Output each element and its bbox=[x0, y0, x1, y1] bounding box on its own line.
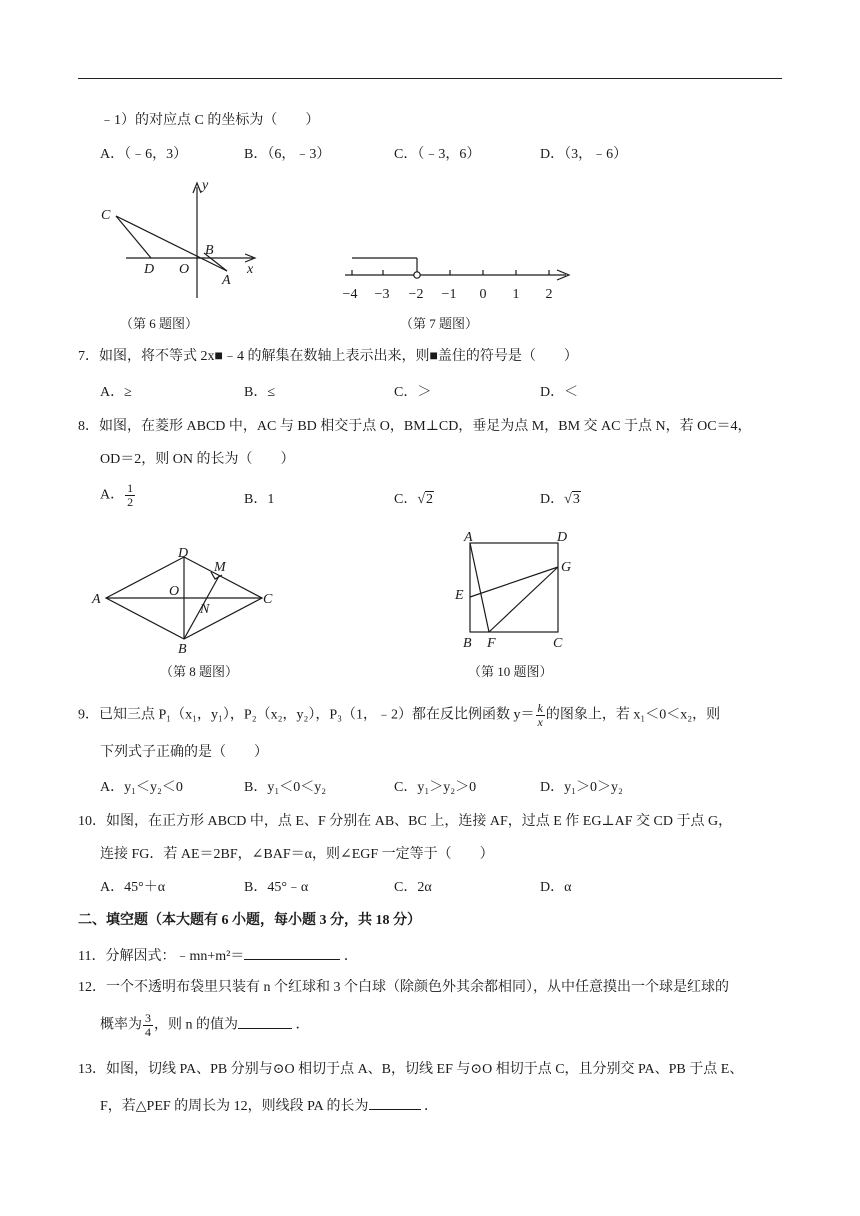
section-fill-in-blank-heading: 二、填空题（本大题有 6 小题，每小题 3 分，共 18 分） bbox=[78, 913, 421, 928]
fig7-tick-neg3: −3 bbox=[374, 287, 390, 302]
fig6-label-x: x bbox=[247, 262, 254, 277]
q7-option-b: B．≤ bbox=[244, 385, 276, 400]
q10-stem-line2: 连接 FG．若 AE＝2BF，∠BAF＝α，则∠EGF 一定等于（ ） bbox=[100, 847, 494, 862]
figure-7 bbox=[340, 250, 580, 310]
q10-option-d: D．α bbox=[540, 880, 572, 895]
fig10-label-d: D bbox=[557, 530, 568, 545]
q10-option-a: A．45°＋α bbox=[100, 880, 166, 895]
q7-option-c: C．＞ bbox=[394, 385, 432, 400]
q6-option-d: D．（3，﹣6） bbox=[540, 147, 628, 162]
fig6-label-a: A bbox=[222, 273, 231, 288]
q8-option-a-fraction: $\frac{1}{2}$ bbox=[127, 481, 134, 509]
q6-option-b: B．（6，﹣3） bbox=[244, 147, 331, 162]
fig8-label-b: B bbox=[178, 642, 187, 657]
fig8-label-a: A bbox=[92, 592, 101, 607]
fig6-label-c: C bbox=[101, 208, 111, 223]
fig10-label-e: E bbox=[455, 588, 464, 603]
q6-stem: ﹣1）的对应点 C 的坐标为（ ） bbox=[100, 113, 320, 128]
q8-option-d: D．√3 bbox=[540, 492, 580, 507]
q8-option-b: B．1 bbox=[244, 492, 275, 507]
q12-fraction: $\frac{3}{4}$ bbox=[145, 1011, 151, 1039]
fig10-label-b: B bbox=[463, 636, 472, 651]
q13-answer-blank[interactable] bbox=[369, 1095, 421, 1110]
q12-stem-line1: 12．一个不透明布袋里只装有 n 个红球和 3 个白球（除颜色外其余都相同），从中任意摸出一个球是红球的 bbox=[78, 980, 729, 995]
fig7-tick-neg4: −4 bbox=[342, 287, 358, 302]
fig7-tick-1: 1 bbox=[512, 287, 520, 302]
fig8-caption: （第 8 题图） bbox=[160, 664, 239, 679]
fig10-label-f: F bbox=[487, 636, 496, 651]
fig10-label-c: C bbox=[553, 636, 563, 651]
fig7-tick-neg2: −2 bbox=[408, 287, 424, 302]
q6-option-c: C．（﹣3，6） bbox=[394, 147, 481, 162]
q13-stem-line2: F，若△PEF 的周长为 12，则线段 PA 的长为 ． bbox=[100, 1095, 438, 1116]
q9-option-c: C．y₁＞y₂＞0 bbox=[394, 780, 477, 795]
fig10-label-g: G bbox=[561, 560, 572, 575]
q9-stem-line2: 下列式子正确的是（ ） bbox=[100, 745, 268, 760]
fig6-caption: （第 6 题图） bbox=[120, 316, 199, 331]
fig7-tick-neg1: −1 bbox=[441, 287, 457, 302]
q8-option-a: A． $\frac{1}{2}$ bbox=[100, 481, 134, 509]
fig7-caption: （第 7 题图） bbox=[400, 316, 479, 331]
fig10-caption: （第 10 题图） bbox=[468, 664, 553, 679]
fig8-label-o: O bbox=[169, 584, 180, 599]
q11-stem: 11．分解因式：﹣mn+m²＝ ． bbox=[78, 945, 358, 966]
figure-6 bbox=[90, 175, 270, 305]
q9-option-d: D．y₁＞0＞y₂ bbox=[540, 780, 623, 795]
fig6-label-d: D bbox=[144, 262, 155, 277]
fig10-label-a: A bbox=[464, 530, 473, 545]
fig7-tick-2: 2 bbox=[545, 287, 553, 302]
q7-option-d: D．＜ bbox=[540, 385, 579, 400]
q10-option-b: B．45°﹣α bbox=[244, 880, 309, 895]
q8-option-c: C．√2 bbox=[394, 492, 434, 507]
q7-stem: 7．如图，将不等式 2x■﹣4 的解集在数轴上表示出来，则■盖住的符号是（ ） bbox=[78, 349, 578, 364]
q12-stem-line2: 概率为 $\frac{3}{4}$ ，则 n 的值为 ． bbox=[100, 1011, 310, 1039]
q10-stem-line1: 10．如图，在正方形 ABCD 中，点 E、F 分别在 AB、BC 上，连接 AF，过点 E 作 EG⊥AF 交 CD 于点 G， bbox=[78, 814, 733, 829]
fig8-label-c: C bbox=[263, 592, 273, 607]
q12-answer-blank[interactable] bbox=[238, 1014, 292, 1029]
fig6-label-y: y bbox=[202, 178, 209, 193]
q9-option-b: B．y₁＜0＜y₂ bbox=[244, 780, 327, 795]
q8-stem-line2: OD＝2，则 ON 的长为（ ） bbox=[100, 452, 295, 467]
fig8-label-d: D bbox=[178, 546, 189, 561]
figure-10 bbox=[450, 527, 580, 652]
q10-option-c: C．2α bbox=[394, 880, 432, 895]
fig6-label-b: B bbox=[205, 243, 214, 258]
header-rule bbox=[78, 78, 782, 79]
q7-option-a: A．≥ bbox=[100, 385, 132, 400]
q9-fraction: $\frac{k}{x}$ bbox=[537, 701, 543, 729]
fig8-label-m: M bbox=[214, 560, 226, 575]
q9-option-a: A．y₁＜y₂＜0 bbox=[100, 780, 183, 795]
q8-stem-line1: 8．如图，在菱形 ABCD 中，AC 与 BD 相交于点 O，BM⊥CD，垂足为点 M，BM 交 AC 于点 N，若 OC＝4， bbox=[78, 419, 752, 434]
q6-option-a: A．（﹣6，3） bbox=[100, 147, 188, 162]
q13-stem-line1: 13．如图，切线 PA、PB 分别与⊙O 相切于点 A、B，切线 EF 与⊙O 相切于点 C，且分别交 PA、PB 于点 E、 bbox=[78, 1062, 744, 1077]
figure-8 bbox=[90, 543, 290, 655]
q11-answer-blank[interactable] bbox=[244, 945, 340, 960]
fig7-tick-0: 0 bbox=[479, 287, 487, 302]
fig6-label-o: O bbox=[179, 262, 190, 277]
q9-stem-line1: 9．已知三点 P₁（x₁，y₁），P₂（x₂，y₂），P₃（1，﹣2）都在反比例函数 y＝ $\frac{k}{x}$ 的图象上，若 x₁＜0＜x₂，则 bbox=[78, 701, 721, 729]
fig8-label-n: N bbox=[200, 602, 210, 617]
